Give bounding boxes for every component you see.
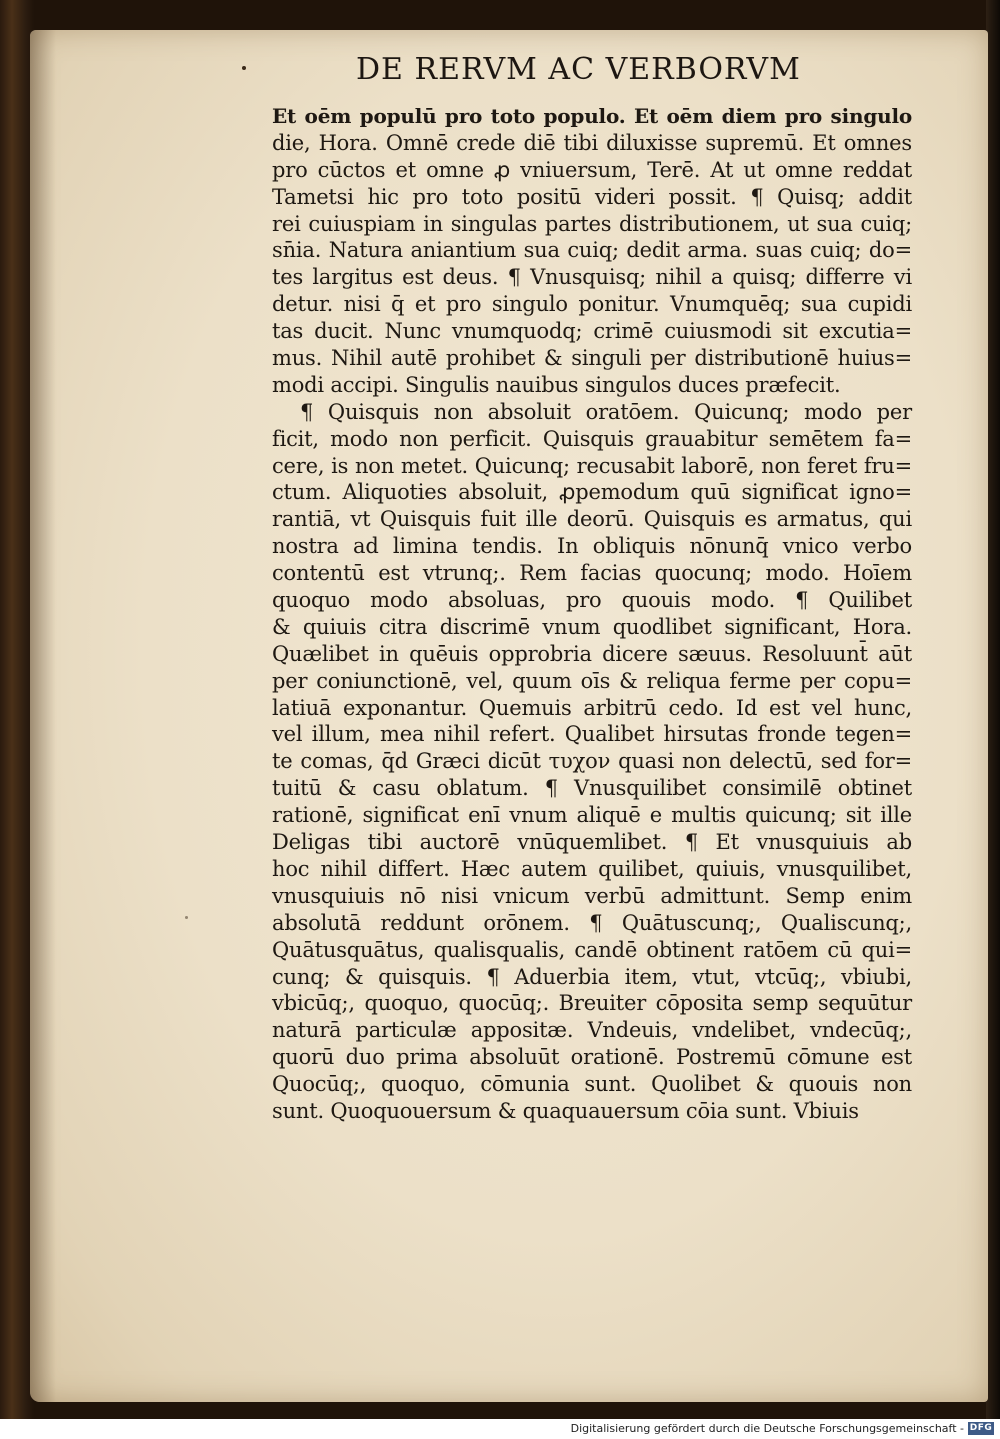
text-line: ficit, modo non perficit. Quisquis grauabitur semētem fa= xyxy=(272,426,912,451)
text-line: ¶ Quisquis non absoluit oratōem. Quicunq; modo per xyxy=(300,399,912,424)
text-line: Quocūq;, quoquo, cōmunia sunt. Quolibet & quouis non xyxy=(272,1072,912,1097)
text-line: vel illum, mea nihil refert. Qualibet hirsutas fronde tegen= xyxy=(272,722,912,747)
text-line: rantiā, vt Quisquis fuit ille deorū. Quisquis es armatus, qui xyxy=(272,507,912,532)
scan-edge xyxy=(986,0,1000,1419)
text-line: mus. Nihil autē prohibet & singuli per distributionē huius= xyxy=(272,346,912,371)
text-line: contentū est vtrunq;. Rem facias quocunq; modo. Hoīem xyxy=(272,561,912,586)
text-line: Deligas tibi auctorē vnūquemlibet. ¶ Et vnusquiuis ab xyxy=(272,830,912,855)
text-line: sn̄ia. Natura aniantium sua cuiq; dedit arma. suas cuiq; do= xyxy=(272,238,912,263)
text-line: nostra ad limina tendis. In obliquis nōnunq̄ vnico verbo xyxy=(272,534,912,559)
body-text xyxy=(272,103,912,1125)
text-line: cunq; & quisquis. ¶ Aduerbia item, vtut, vtcūq;, vbiubi, xyxy=(272,964,912,989)
text-line: cere, is non metet. Quicunq; recusabit laborē, non feret fru= xyxy=(272,453,912,478)
text-line: hoc nihil differt. Hæc autem quilibet, quiuis, vnusquilibet, xyxy=(272,856,912,881)
text-line: ctum. Aliquoties absoluit, ꝓpemodum quū significat igno= xyxy=(272,480,912,505)
text-line: quoquo modo absoluas, pro quouis modo. ¶ Quilibet xyxy=(272,588,912,613)
text-line: Quātusquātus, qualisqualis, candē obtinent ratōem cū qui= xyxy=(272,937,912,962)
text-line: tas ducit. Nunc vnumquodq; crimē cuiusmodi sit excutia= xyxy=(272,319,912,344)
text-line: tes largitus est deus. ¶ Vnusquisq; nihil a quisq; differre vi xyxy=(272,265,912,290)
footer-bar xyxy=(0,1419,1000,1439)
text-line: die, Hora. Omnē crede diē tibi diluxisse supremū. Et omnes xyxy=(272,130,912,155)
text-line: sunt. Quoquouersum & quaquauersum cōia sunt. Vbiuis xyxy=(272,1098,859,1123)
gutter-shadow xyxy=(30,30,56,1402)
text-line: tuitū & casu oblatum. ¶ Vnusquilibet consimilē obtinet xyxy=(272,776,912,801)
text-line: Et oēm populū pro toto populo. Et oēm diem pro singulo xyxy=(272,104,912,128)
ink-speck xyxy=(242,66,246,70)
text-line: detur. nisi q̄ et pro singulo ponitur. Vnumquēq; sua cupidi xyxy=(272,292,912,317)
text-line: vnusquiuis nō nisi vnicum verbū admittunt. Semp enim xyxy=(272,883,912,908)
text-line: rei cuiuspiam in singulas partes distributionem, ut sua cuiq; xyxy=(272,211,912,236)
text-line: rationē, significat enī vnum aliquē e multis quicunq; sit ille xyxy=(272,803,912,828)
text-line: vbicūq;, quoquo, quocūq;. Breuiter cōposita semp sequūtur xyxy=(272,991,912,1016)
dfg-credit: Digitalisierung gefördert durch die Deutsche Forschungsgemeinschaft - xyxy=(570,1422,964,1435)
ink-speck xyxy=(185,916,188,919)
running-head: DE RERVM AC VERBORVM xyxy=(356,52,801,87)
text-line: Quælibet in quēuis opprobria dicere sæuus. Resoluunt̄ aūt xyxy=(272,641,912,666)
text-line: Tametsi hic pro toto positū videri possit. ¶ Quisq; addit xyxy=(272,184,912,209)
text-line: pro cūctos et omne ꝓ vniuersum, Terē. At ut omne reddat xyxy=(272,157,912,182)
text-line: modi accipi. Singulis nauibus singulos duces præfecit. xyxy=(272,372,841,397)
text-line: per coniunctionē, vel, quum oīs & reliqua ferme per copu= xyxy=(272,668,912,693)
dfg-logo: DFG xyxy=(969,1423,993,1433)
text-line: absolutā reddunt orōnem. ¶ Quātuscunq;, Qualiscunq;, xyxy=(272,910,912,935)
text-line: & quiuis citra discrimē vnum quodlibet significant, Hora. xyxy=(272,614,912,639)
text-line: quorū duo prima absoluūt orationē. Postremū cōmune est xyxy=(272,1045,912,1070)
text-line: te comas, q̄d Græci dicūt τυχον quasi non delectū, sed for= xyxy=(272,749,912,774)
text-line: naturā particulæ appositæ. Vndeuis, vndelibet, vndecūq;, xyxy=(272,1018,912,1043)
text-line: latiuā exponantur. Quemuis arbitrū cedo. Id est vel hunc, xyxy=(272,695,912,720)
